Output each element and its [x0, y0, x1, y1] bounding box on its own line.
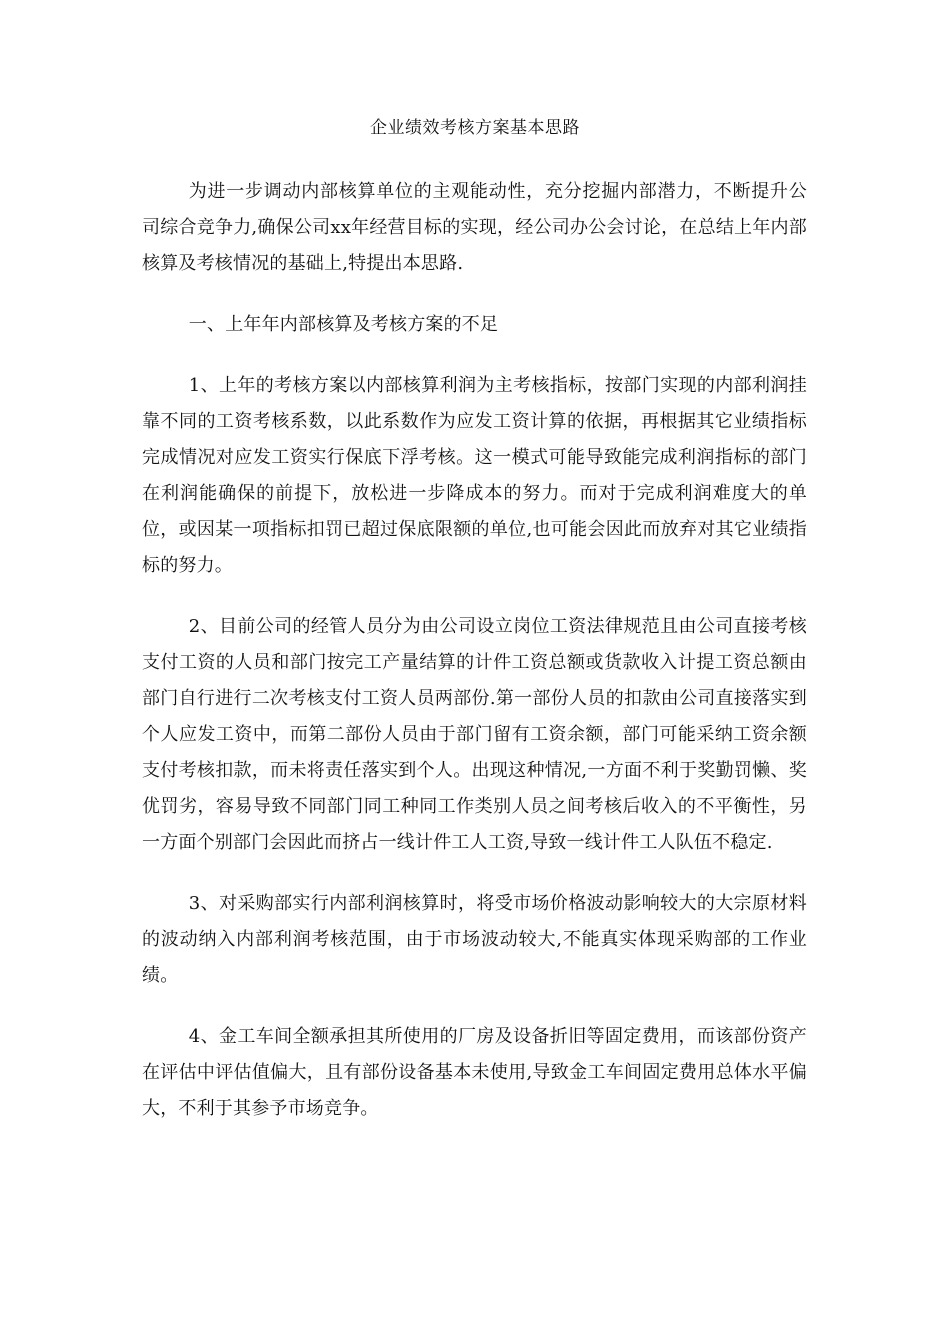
list-item: 2、目前公司的经管人员分为由公司设立岗位工资法律规范且由公司直接考核支付工资的人员和部门按完工产量结算的计件工资总额或货款收入计提工资总额由部门自行进行二次考核支付工资人员两部份.第一部份人员的扣款由公司直接落实到个人应发工资中，而第二部份人员由于部门留有工资余额，部门可能采纳工资余额支付考核扣款，而未将责任落实到个人。出现这种情况,一方面不利于奖勤罚懒、奖优罚劣，容易导致不同部门同工种同工作类别人员之间考核后收入的不平衡性，另一方面个别部门会因此而挤占一线计件工人工资,导致一线计件工人队伍不稳定. [142, 616, 807, 853]
document-title: 企业绩效考核方案基本思路 [370, 118, 580, 138]
list-item: 3、对采购部实行内部利润核算时，将受市场价格波动影响较大的大宗原材料的波动纳入内部利润考核范围，由于市场波动较大,不能真实体现采购部的工作业绩。 [142, 893, 807, 986]
list-item: 1、上年的考核方案以内部核算利润为主考核指标，按部门实现的内部利润挂靠不同的工资考核系数，以此系数作为应发工资计算的依据，再根据其它业绩指标完成情况对应发工资实行保底下浮考核。这一模式可能导致能完成利润指标的部门在利润能确保的前提下，放松进一步降成本的努力。而对于完成利润难度大的单位，或因某一项指标扣罚已超过保底限额的单位,也可能会因此而放弃对其它业绩指标的努力。 [142, 375, 807, 576]
intro-paragraph: 为进一步调动内部核算单位的主观能动性，充分挖掘内部潜力，不断提升公司综合竞争力,确保公司xx年经营目标的实现，经公司办公会讨论，在总结上年内部核算及考核情况的基础上,特提出本思路. [142, 181, 807, 274]
list-item: 4、金工车间全额承担其所使用的厂房及设备折旧等固定费用，而该部份资产在评估中评估值偏大，且有部份设备基本未使用,导致金工车间固定费用总体水平偏大，不利于其参予市场竞争。 [142, 1026, 807, 1119]
section-heading: 一、上年年内部核算及考核方案的不足 [188, 314, 499, 335]
document-body [142, 174, 807, 1152]
